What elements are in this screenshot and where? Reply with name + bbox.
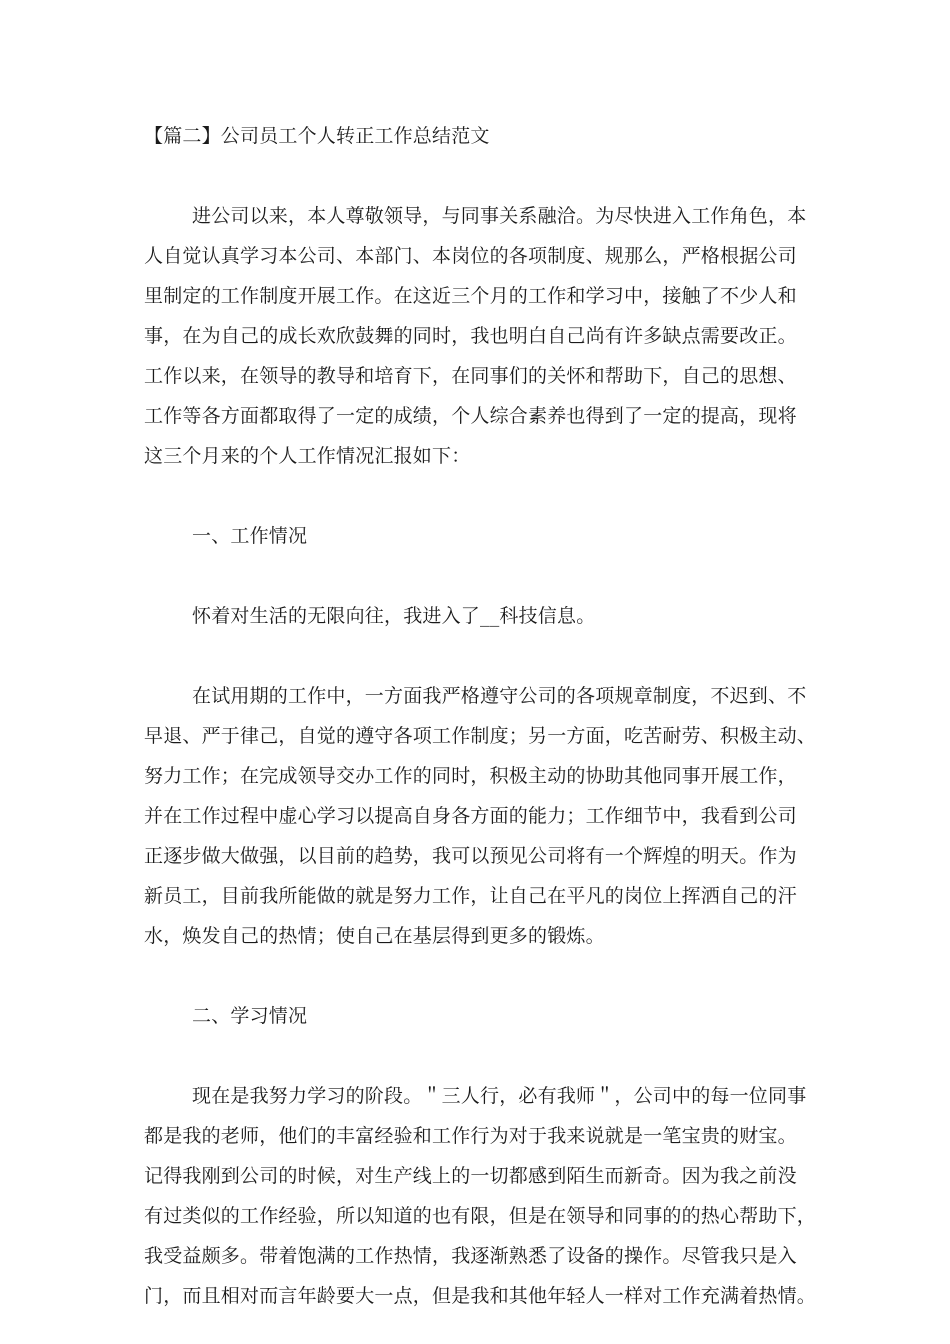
spacer: [144, 956, 808, 996]
section-heading-study: 二、学习情况: [192, 1005, 308, 1027]
document-title: 【篇二】公司员工个人转正工作总结范文: [144, 125, 490, 147]
paragraph-line: 进公司以来，本人尊敬领导，与同事关系融洽。为尽快进入工作角色，本: [192, 205, 807, 227]
paragraph-line: 我受益颇多。带着饱满的工作热情，我逐渐熟悉了设备的操作。尽管我只是入: [144, 1245, 797, 1267]
section1-body-paragraph: [144, 676, 817, 956]
paragraph-line: 并在工作过程中虚心学习以提高自身各方面的能力；工作细节中，我看到公司: [144, 805, 797, 827]
paragraph-line: 门，而且相对而言年龄要大一点，但是我和其他年轻人一样对工作充满着热情。: [144, 1285, 817, 1307]
paragraph-line: 有过类似的工作经验，所以知道的也有限，但是在领导和同事的的热心帮助下，: [144, 1205, 817, 1227]
paragraph-line: 记得我刚到公司的时候，对生产线上的一切都感到陌生而新奇。因为我之前没: [144, 1165, 797, 1187]
paragraph-line: 努力工作；在完成领导交办工作的同时，积极主动的协助其他同事开展工作，: [144, 765, 797, 787]
spacer: [144, 1036, 808, 1076]
paragraph-line: 工作等各方面都取得了一定的成绩，个人综合素养也得到了一定的提高，现将: [144, 405, 797, 427]
document-body: [144, 116, 817, 1316]
section-heading-work: 一、工作情况: [192, 525, 308, 547]
paragraph-line: 里制定的工作制度开展工作。在这近三个月的工作和学习中，接触了不少人和: [144, 285, 797, 307]
paragraph-line: 在试用期的工作中，一方面我严格遵守公司的各项规章制度，不迟到、不: [192, 685, 807, 707]
section1-lead-paragraph: 怀着对生活的无限向往，我进入了__科技信息。: [192, 605, 596, 627]
spacer: [144, 156, 808, 196]
intro-paragraph: [144, 196, 808, 476]
paragraph-line: 这三个月来的个人工作情况汇报如下：: [144, 445, 471, 467]
paragraph-line: 都是我的老师，他们的丰富经验和工作行为对于我来说就是一笔宝贵的财宝。: [144, 1125, 797, 1147]
paragraph-line: 早退、严于律己，自觉的遵守各项工作制度；另一方面，吃苦耐劳、积极主动、: [144, 725, 817, 747]
paragraph-line: 新员工，目前我所能做的就是努力工作，让自己在平凡的岗位上挥洒自己的汗: [144, 885, 797, 907]
paragraph-line: 人自觉认真学习本公司、本部门、本岗位的各项制度、规那么，严格根据公司: [144, 245, 797, 267]
paragraph-line: 正逐步做大做强，以目前的趋势，我可以预见公司将有一个辉煌的明天。作为: [144, 845, 797, 867]
spacer: [144, 476, 808, 516]
paragraph-line: 水，焕发自己的热情；使自己在基层得到更多的锻炼。: [144, 925, 605, 947]
spacer: [144, 636, 808, 676]
paragraph-line: 事，在为自己的成长欢欣鼓舞的同时，我也明白自己尚有许多缺点需要改正。: [144, 325, 797, 347]
section2-body-paragraph: [144, 1076, 817, 1316]
spacer: [144, 556, 808, 596]
paragraph-line: 现在是我努力学习的阶段。＂三人行，必有我师＂，公司中的每一位同事: [192, 1085, 807, 1107]
paragraph-line: 工作以来，在领导的教导和培育下，在同事们的关怀和帮助下，自己的思想、: [144, 365, 797, 387]
